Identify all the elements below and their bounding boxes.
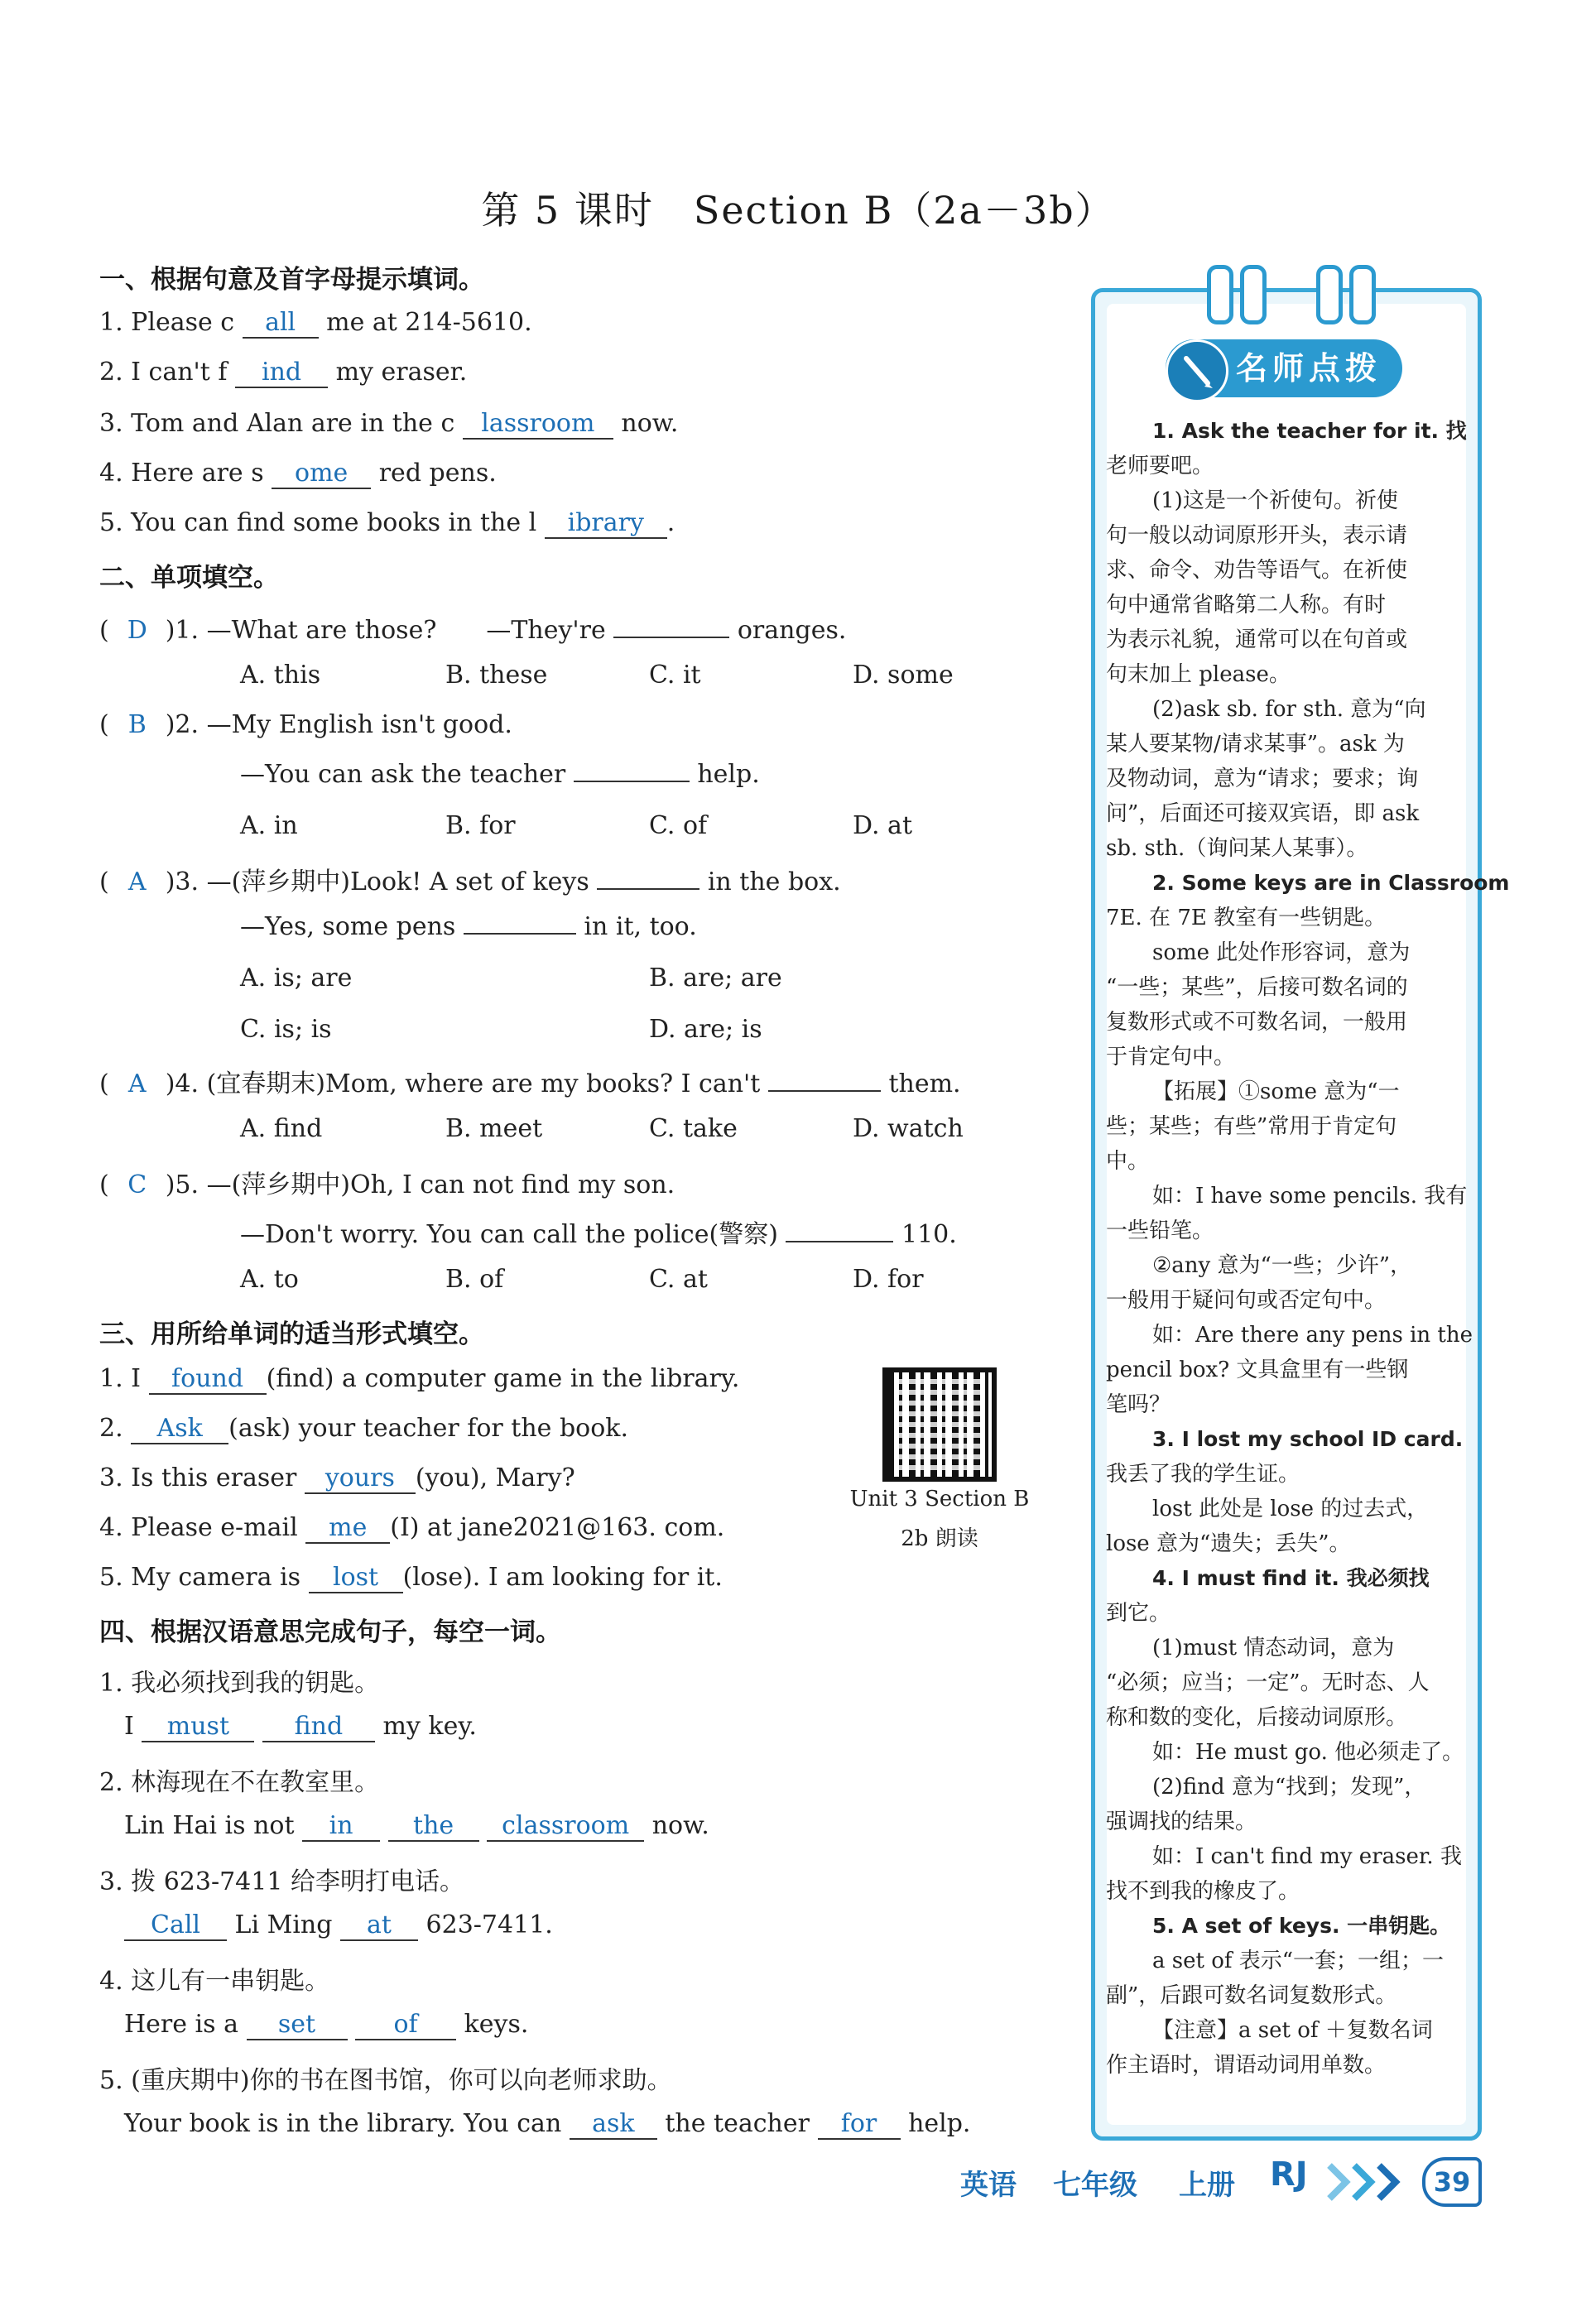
section-1-heading: 一、根据句意及首字母提示填词。 <box>99 265 484 295</box>
part4-prompt-3: 3. 拨 623-7411 给李明打电话。 <box>99 1867 464 1896</box>
part3-item-5: 5. My camera is lost (lose). I am looking for it. <box>99 1563 723 1592</box>
tips-line: 到它。 <box>1106 1601 1171 1626</box>
footer-grade: 七年级 <box>1053 2169 1137 2202</box>
tips-line: 3. I lost my school ID card. <box>1152 1427 1464 1451</box>
mc-answer[interactable]: C <box>127 1170 147 1199</box>
tips-line: 求、命令、劝告等语气。在祈使 <box>1106 558 1408 583</box>
binder-ring-icon <box>1316 265 1343 324</box>
qr-code[interactable] <box>882 1367 997 1482</box>
tips-line: 如：I can't find my eraser. 我 <box>1152 1844 1462 1869</box>
tips-line: 【注意】a set of ＋复数名词 <box>1152 2018 1433 2043</box>
footer-edition: RJ <box>1270 2155 1308 2194</box>
answer-blank[interactable]: Ask <box>131 1414 228 1444</box>
pen-icon <box>1166 339 1228 402</box>
tips-line: 一些铅笔。 <box>1106 1218 1214 1243</box>
tips-line: 中。 <box>1106 1149 1150 1174</box>
tips-line: 称和数的变化，后接动词原形。 <box>1106 1705 1408 1730</box>
mc-question-3-reply: —Yes, some pens in it, too. <box>240 912 697 941</box>
answer-blank[interactable]: all <box>243 308 319 339</box>
answer-blank[interactable]: of <box>355 2010 456 2040</box>
answer-blank[interactable]: find <box>262 1712 375 1742</box>
tips-line: 某人要某物/请求某事”。ask 为 <box>1106 732 1405 757</box>
part1-item-5: 5. You can find some books in the l ibrary . <box>99 508 675 537</box>
tips-line: (1)这是一个祈使句。祈使 <box>1152 488 1398 513</box>
answer-blank[interactable]: for <box>818 2109 901 2140</box>
section-3-heading: 三、用所给单词的适当形式填空。 <box>99 1319 484 1349</box>
page-title: 第 5 课时 Section B（2a－3b） <box>481 188 1115 233</box>
tips-line: “必须；应当；一定”。无时态、人 <box>1106 1670 1430 1695</box>
tips-line: 强调找的结果。 <box>1106 1809 1257 1834</box>
part4-answer-3: Call Li Ming at 623-7411. <box>124 1910 553 1941</box>
tips-line: 句一般以动词原形开头，表示请 <box>1106 523 1408 548</box>
tips-line: 问”，后面还可接双宾语，即 ask <box>1106 801 1420 826</box>
part4-prompt-4: 4. 这儿有一串钥匙。 <box>99 1967 330 1996</box>
tips-line: ②any 意为“一些；少许”， <box>1152 1253 1412 1278</box>
answer-blank[interactable]: me <box>305 1513 390 1544</box>
tips-line: 4. I must find it. 我必须找 <box>1152 1566 1430 1590</box>
chevron-right-icon <box>1324 2159 1416 2208</box>
tips-line: 2. Some keys are in Classroom <box>1152 871 1510 895</box>
answer-blank[interactable]: yours <box>305 1463 416 1494</box>
answer-blank[interactable]: found <box>149 1364 267 1395</box>
mc-question-4: ( A )4. (宜春期末)Mom, where are my books? I can't them. <box>99 1069 961 1098</box>
mc-question-5: ( C )5. —(萍乡期中)Oh, I can not find my son. <box>99 1170 675 1199</box>
tips-line: 于肯定句中。 <box>1106 1045 1236 1069</box>
tips-badge: 名师点拨 <box>1166 339 1402 397</box>
answer-blank[interactable]: ind <box>235 358 328 388</box>
tips-line: 5. A set of keys. 一串钥匙。 <box>1152 1914 1451 1938</box>
mc-answer[interactable]: B <box>127 710 147 739</box>
part4-answer-2: Lin Hai is not in the classroom now. <box>124 1811 709 1840</box>
part4-answer-1: I must find my key. <box>124 1712 477 1741</box>
part4-prompt-5: 5. (重庆期中)你的书在图书馆，你可以向老师求助。 <box>99 2066 672 2095</box>
tips-line: 一般用于疑问句或否定句中。 <box>1106 1288 1387 1313</box>
tips-line: 些；某些；有些”常用于肯定句 <box>1106 1114 1397 1139</box>
binder-ring-icon <box>1207 265 1233 324</box>
answer-blank[interactable]: lassroom <box>463 409 613 440</box>
part1-item-2: 2. I can't f ind my eraser. <box>99 358 468 387</box>
tips-line: 我丢了我的学生证。 <box>1106 1462 1300 1487</box>
footer-subject: 英语 <box>960 2169 1017 2202</box>
tips-line: 7E. 在 7E 教室有一些钥匙。 <box>1106 906 1387 930</box>
answer-blank[interactable]: at <box>340 1910 418 1941</box>
section-2-heading: 二、单项填空。 <box>99 563 279 593</box>
tips-line: 1. Ask the teacher for it. 找 <box>1152 419 1467 443</box>
tips-line: 句中通常省略第二人称。有时 <box>1106 593 1387 618</box>
part3-item-3: 3. Is this eraser yours (you), Mary? <box>99 1463 575 1492</box>
answer-blank[interactable]: must <box>142 1712 254 1742</box>
tips-line: (2)find 意为“找到；发现”， <box>1152 1775 1426 1800</box>
footer-volume: 上册 <box>1179 2169 1235 2202</box>
answer-blank[interactable]: set <box>247 2010 348 2040</box>
tips-line: 笔吗？ <box>1106 1392 1171 1417</box>
tips-line: lost 此处是 lose 的过去式， <box>1152 1497 1429 1521</box>
tips-line: a set of 表示“一套；一组；一 <box>1152 1949 1445 1973</box>
answer-blank[interactable]: ibrary <box>545 508 667 539</box>
tips-line: 句末加上 please。 <box>1106 662 1291 687</box>
tips-line: some 此处作形容词，意为 <box>1152 940 1411 965</box>
part4-prompt-2: 2. 林海现在不在教室里。 <box>99 1768 380 1797</box>
tips-line: lose 意为“遗失；丢失”。 <box>1106 1531 1351 1556</box>
answer-blank[interactable]: ask <box>570 2109 657 2140</box>
part4-prompt-1: 1. 我必须找到我的钥匙。 <box>99 1669 380 1698</box>
answer-blank[interactable]: lost <box>309 1563 403 1593</box>
tips-line: pencil box? 文具盒里有一些钢 <box>1106 1358 1409 1382</box>
answer-blank[interactable]: Call <box>124 1910 227 1941</box>
tips-line: sb. sth.（询问某人某事）。 <box>1106 836 1368 861</box>
tips-line: 找不到我的橡皮了。 <box>1106 1879 1300 1904</box>
mc-question-1: ( D )1. —What are those? —They're oranges. <box>99 616 847 645</box>
tips-line: 如：Are there any pens in the <box>1152 1323 1473 1348</box>
tips-line: 【拓展】①some 意为“一 <box>1152 1079 1400 1104</box>
page-number: 39 <box>1422 2157 1482 2207</box>
tips-line: (1)must 情态动词，意为 <box>1152 1636 1395 1660</box>
part3-item-2: 2. Ask (ask) your teacher for the book. <box>99 1414 628 1443</box>
tips-line: (2)ask sb. for sth. 意为“向 <box>1152 697 1426 722</box>
answer-blank[interactable]: classroom <box>487 1811 644 1842</box>
mc-question-3: ( A )3. —(萍乡期中)Look! A set of keys in the box. <box>99 867 841 896</box>
part3-item-4: 4. Please e-mail me (I) at jane2021@163. com. <box>99 1513 725 1542</box>
answer-blank[interactable]: the <box>388 1811 479 1842</box>
answer-blank[interactable]: ome <box>272 459 371 489</box>
section-4-heading: 四、根据汉语意思完成句子，每空一词。 <box>99 1617 561 1647</box>
tips-line: 及物动词，意为“请求；要求；询 <box>1106 767 1419 791</box>
tips-line: “一些；某些”，后接可数名词的 <box>1106 975 1408 1000</box>
part4-answer-5: Your book is in the library. You can ask the teacher for help. <box>124 2109 971 2138</box>
tips-line: 如：I have some pencils. 我有 <box>1152 1184 1468 1209</box>
tips-line: 复数形式或不可数名词，一般用 <box>1106 1010 1408 1035</box>
part1-item-3: 3. Tom and Alan are in the c lassroom now. <box>99 409 679 438</box>
part3-item-1: 1. I found (find) a computer game in the library. <box>99 1364 740 1393</box>
tips-text <box>1106 414 1510 2083</box>
qr-caption-line-2: 2b 朗读 <box>901 1526 978 1551</box>
tips-line: 副”，后跟可数名词复数形式。 <box>1106 1983 1397 2008</box>
mc-answer[interactable]: A <box>127 867 147 896</box>
mc-answer[interactable]: A <box>127 1069 147 1098</box>
mc-answer[interactable]: D <box>127 616 147 645</box>
qr-caption-line-1: Unit 3 Section B <box>849 1487 1030 1511</box>
mc-question-2: ( B )2. —My English isn't good. <box>99 710 512 739</box>
mc-question-5-reply: —Don't worry. You can call the police(警察) 110. <box>240 1220 957 1249</box>
tips-line: 为表示礼貌，通常可以在句首或 <box>1106 627 1408 652</box>
binder-ring-icon <box>1240 265 1267 324</box>
tips-line: 作主语时，谓语动词用单数。 <box>1106 2053 1387 2078</box>
mc-question-2-reply: —You can ask the teacher help. <box>240 760 760 789</box>
part4-answer-4: Here is a set of keys. <box>124 2010 529 2039</box>
tips-line: 老师要吧。 <box>1106 454 1214 478</box>
tips-line: 如：He must go. 他必须走了。 <box>1152 1740 1464 1765</box>
part1-item-1: 1. Please c all me at 214-5610. <box>99 308 532 337</box>
binder-ring-icon <box>1349 265 1376 324</box>
part1-item-4: 4. Here are s ome red pens. <box>99 459 497 488</box>
answer-blank[interactable]: in <box>302 1811 380 1842</box>
